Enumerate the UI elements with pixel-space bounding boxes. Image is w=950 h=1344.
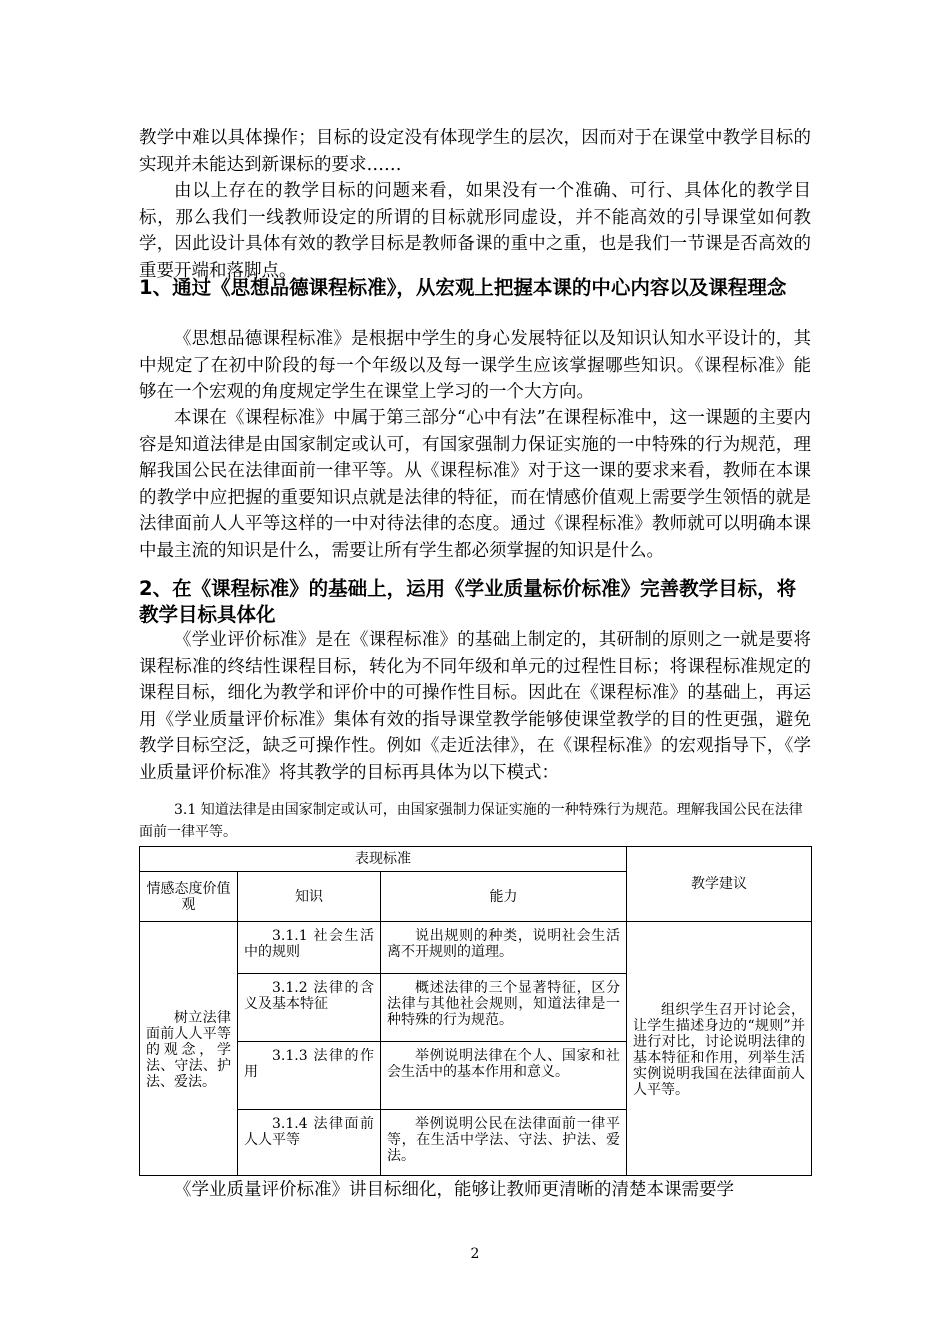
knowledge-cell: 3.1.4 法律面前人人平等 — [238, 1110, 381, 1176]
header-ability: 能力 — [381, 872, 627, 922]
header-performance-standard: 表现标准 — [140, 847, 627, 872]
paragraph-continuation: 《学业质量评价标准》讲目标细化，能够让教师更清晰的清楚本课需要学 — [174, 1180, 734, 1200]
paragraph-intro-end: 教学中难以具体操作；目标的设定没有体现学生的层次，因而对于在课堂中教学目标的实现并未能达到新课标的要求…… — [139, 128, 811, 175]
ability-cell: 举例说明法律在个人、国家和社会生活中的基本作用和意义。 — [381, 1042, 627, 1110]
header-knowledge: 知识 — [238, 872, 381, 922]
standards-table — [139, 846, 812, 1176]
paragraph-problem-summary: 由以上存在的教学目标的问题来看，如果没有一个准确、可行、具体化的教学目标，那么我们一线教师设定的所谓的目标就形同虚设，并不能高效的引导课堂如何教学，因此设计具体有效的教学目标是教师备课的重中之重，也是我们一节课是否高效的重要开端和落脚点。 — [139, 181, 811, 281]
page-number: 2 — [470, 1246, 480, 1262]
header-emotion-values: 情感态度价值观 — [140, 872, 238, 922]
paragraph-curriculum-standard: 《思想品德课程标准》是根据中学生的身心发展特征以及知识认知水平设计的，其中规定了在初中阶段的每一个年级以及每一课学生应该掌握哪些知识。《课程标准》能够在一个宏观的角度规定学生在课堂上学习的一个大方向。 — [139, 329, 811, 402]
section-heading-2: 2、在《课程标准》的基础上，运用《学业质量标价标准》完善教学目标，将教学目标具体化 — [139, 577, 797, 626]
knowledge-cell: 3.1.2 法律的含义及基本特征 — [238, 974, 381, 1042]
teaching-advice-cell: 组织学生召开讨论会，让学生描述身边的“规则”并进行对比，讨论说明法律的基本特征和作用，列举生活实例说明我国在法律面前人人平等。 — [627, 922, 812, 1176]
table-header-row — [140, 847, 812, 872]
header-teaching-advice: 教学建议 — [627, 847, 812, 922]
paragraph-lesson-position: 本课在《课程标准》中属于第三部分“心中有法”在课程标准中，这一课题的主要内容是知道法律是由国家制定或认可，有国家强制力保证实施的一中特殊的行为规范，理解我国公民在法律面前一律平等。从《课程标准》对于这一课的要求来看，教师在本课的教学中应把握的重要知识点就是法律的特征，而在情感价值观上需要学生领悟的就是法律面前人人平等这样的一中对待法律的态度。通过《课程标准》教师就可以明确本课中最主流的知识是什么，需要让所有学生都必须掌握的知识是什么。 — [139, 408, 811, 561]
ability-cell: 举例说明公民在法律面前一律平等，在生活中学法、守法、护法、爱法。 — [381, 1110, 627, 1176]
table-row — [140, 922, 812, 974]
ability-cell: 概述法律的三个显著特征，区分法律与其他社会规则，知道法律是一种特殊的行为规范。 — [381, 974, 627, 1042]
section-heading-1: 1、通过《思想品德课程标准》，从宏观上把握本课的中心内容以及课程理念 — [139, 276, 787, 299]
knowledge-cell: 3.1.1 社会生活中的规则 — [238, 922, 381, 974]
ability-cell: 说出规则的种类，说明社会生活离不开规则的道理。 — [381, 922, 627, 974]
emotion-values-cell: 树立法律面前人人平等的观念，学法、守法、护法、爱法。 — [140, 922, 238, 1176]
paragraph-evaluation-standard: 《学业评价标准》是在《课程标准》的基础上制定的，其研制的原则之一就是要将课程标准的终结性课程目标，转化为不同年级和单元的过程性目标；将课程标准规定的课程目标，细化为教学和评价中的可操作性目标。因此在《课程标准》的基础上，再运用《学业质量评价标准》集体有效的指导课堂教学能够使课堂教学的目的性更强，避免教学目标空泛，缺乏可操作性。例如《走近法律》，在《课程标准》的宏观指导下，《学业质量评价标准》将其教学的目标再具体为以下模式： — [139, 630, 811, 783]
knowledge-cell: 3.1.3 法律的作用 — [238, 1042, 381, 1110]
paragraph-objective-3-1: 3.1 知道法律是由国家制定或认可，由国家强制力保证实施的一种特殊行为规范。理解我国公民在法律面前一律平等。 — [139, 802, 803, 840]
